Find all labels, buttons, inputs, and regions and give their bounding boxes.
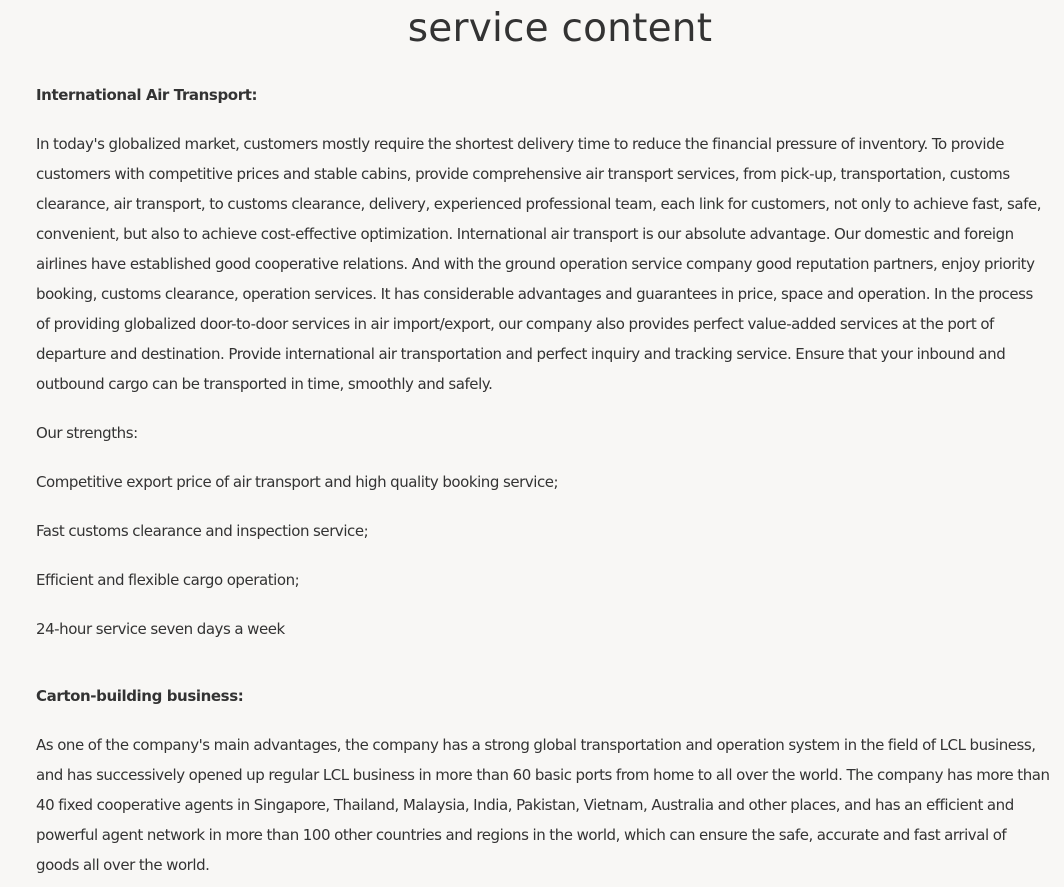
air-transport-heading: International Air Transport:	[36, 86, 258, 104]
strengths-label: Our strengths:	[36, 424, 138, 442]
strength-item-1: Competitive export price of air transport and high quality booking service;	[36, 473, 559, 491]
page-title: service content	[407, 6, 713, 51]
carton-business-paragraph: As one of the company's main advantages, the company has a strong global transportation and operation system in the field of LCL business, and has successively opened up regular LCL business in more than 60 basic ports from home to all over the world. The company has more than 40 fixed cooperative agents in Singapore, Thailand, Malaysia, India, Pakistan, Vietnam, Australia and other places, and has an efficient and powerful agent network in more than 100 other countries and regions in the world, which can ensure the safe, accurate and fast arrival of goods all over the world.	[36, 736, 1050, 874]
air-transport-paragraph: In today's globalized market, customers mostly require the shortest delivery time to reduce the financial pressure of inventory. To provide customers with competitive prices and stable cabins, provide comprehensive air transport services, from pick-up, transportation, customs clearance, air transport, to customs clearance, delivery, experienced professional team, each link for customers, not only to achieve fast, safe, convenient, but also to achieve cost-effective optimization. International air transport is our absolute advantage. Our domestic and foreign airlines have established good cooperative relations. And with the ground operation service company good reputation partners, enjoy priority booking, customs clearance, operation services. It has considerable advantages and guarantees in price, space and operation. In the process of providing globalized door-to-door services in air import/export, our company also provides perfect value-added services at the port of departure and destination. Provide international air transportation and perfect inquiry and tracking service. Ensure that your inbound and outbound cargo can be transported in time, smoothly and safely.	[36, 135, 1042, 393]
air-transport-section	[36, 80, 1050, 644]
carton-business-section	[36, 681, 1050, 880]
strength-item-3: Efficient and flexible cargo operation;	[36, 571, 300, 589]
strength-item-4: 24-hour service seven days a week	[36, 620, 285, 638]
carton-business-heading: Carton-building business:	[36, 687, 244, 705]
strength-item-2: Fast customs clearance and inspection service;	[36, 522, 369, 540]
